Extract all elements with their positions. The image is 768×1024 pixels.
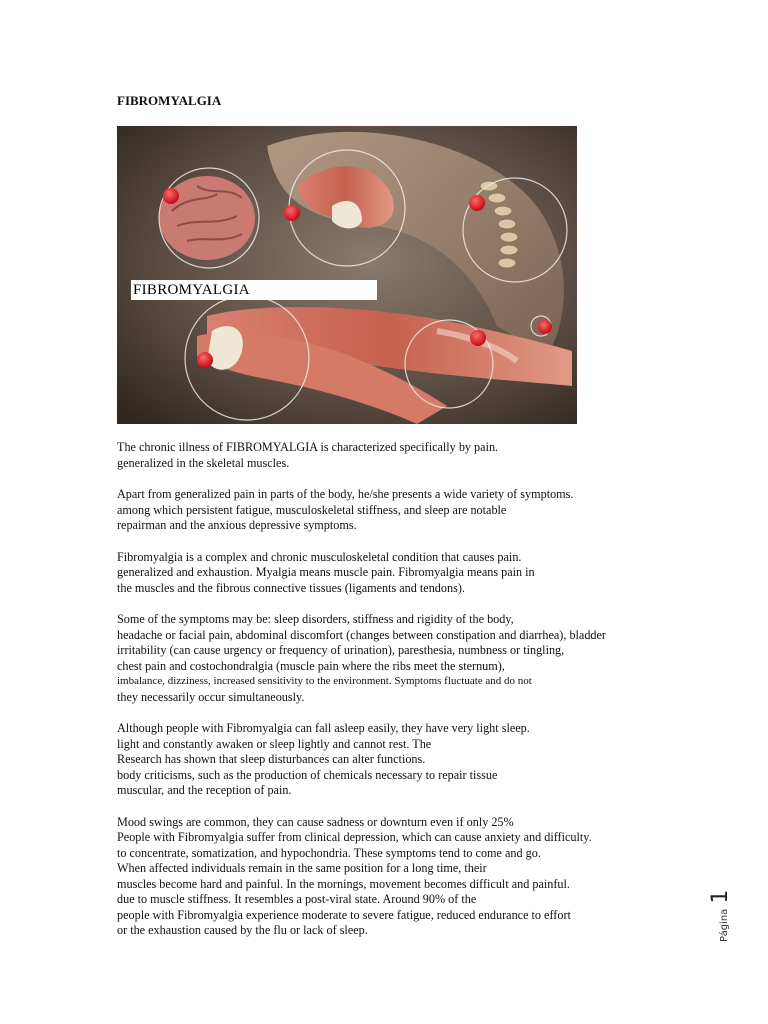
page-number-footer <box>708 890 738 950</box>
text-line: The chronic illness of FIBROMYALGIA is characterized specifically by pain. <box>117 440 499 454</box>
pain-marker-hand <box>538 320 552 334</box>
text-line: Fibromyalgia is a complex and chronic musculoskeletal condition that causes pain. <box>117 549 522 564</box>
text-line: repairman and the anxious depressive symptoms. <box>117 518 357 532</box>
text-line: Mood swings are common, they can cause sadness or downturn even if only 25% <box>117 814 514 829</box>
text-line: imbalance, dizziness, increased sensitivity to the environment. Symptoms fluctuate and do not <box>117 675 532 687</box>
text-line: light and constantly awaken or sleep lightly and cannot rest. The <box>117 736 432 751</box>
text-line: among which persistent fatigue, musculoskeletal stiffness, and sleep are notable <box>117 502 507 517</box>
pain-marker-forearm <box>470 330 486 346</box>
text-line: headache or facial pain, abdominal discomfort (changes between constipation and diarrhea), bladder <box>117 627 606 642</box>
text-line: Apart from generalized pain in parts of the body, he/she presents a wide variety of symptoms. <box>117 487 574 501</box>
pain-marker-knee <box>197 352 213 368</box>
text-line: People with Fibromyalgia suffer from clinical depression, which can cause anxiety and difficulty. <box>117 830 592 844</box>
paragraph-1 <box>117 440 673 471</box>
figure-label: FIBROMYALGIA <box>131 280 377 300</box>
text-line: or the exhaustion caused by the flu or lack of sleep. <box>117 923 368 937</box>
page-number: 1 <box>708 889 733 904</box>
fibromyalgia-illustration <box>117 126 577 424</box>
pain-marker-head <box>163 188 179 204</box>
text-line: the muscles and the fibrous connective tissues (ligaments and tendons). <box>117 580 465 595</box>
text-line: chest pain and costochondralgia (muscle pain where the ribs meet the sternum), <box>117 658 505 673</box>
page-number-label <box>708 890 733 942</box>
paragraph-6 <box>117 815 673 939</box>
body-text <box>117 440 673 955</box>
document-title: FIBROMYALGIA <box>117 93 222 108</box>
text-line: muscles become hard and painful. In the mornings, movement becomes difficult and painful. <box>117 876 570 891</box>
text-line: muscular, and the reception of pain. <box>117 783 292 797</box>
text-line: When affected individuals remain in the same position for a long time, their <box>117 861 487 875</box>
text-line: to concentrate, somatization, and hypochondria. These symptoms tend to come and go. <box>117 845 541 860</box>
text-line: due to muscle stiffness. It resembles a post-viral state. Around 90% of the <box>117 892 477 906</box>
text-line: body criticisms, such as the production of chemicals necessary to repair tissue <box>117 767 498 782</box>
text-line: people with Fibromyalgia experience moderate to severe fatigue, reduced endurance to effort <box>117 907 571 922</box>
text-line: Although people with Fibromyalgia can fall asleep easily, they have very light sleep. <box>117 721 530 735</box>
text-line: they necessarily occur simultaneously. <box>117 689 305 704</box>
pain-marker-spine <box>469 195 485 211</box>
paragraph-3 <box>117 550 673 597</box>
paragraph-5 <box>117 721 673 799</box>
text-line: generalized and exhaustion. Myalgia means muscle pain. Fibromyalgia means pain in <box>117 565 535 579</box>
text-line: generalized in the skeletal muscles. <box>117 455 290 470</box>
paragraph-4 <box>117 612 673 705</box>
text-line: irritability (can cause urgency or frequency of urination), paresthesia, numbness or tingling, <box>117 643 565 657</box>
paragraph-2 <box>117 487 673 534</box>
text-line: Research has shown that sleep disturbances can alter functions. <box>117 752 426 766</box>
text-line: Some of the symptoms may be: sleep disorders, stiffness and rigidity of the body, <box>117 612 514 626</box>
page-word: Página <box>719 908 730 942</box>
pain-marker-shoulder <box>284 205 300 221</box>
anatomy-illustration-graphic <box>117 126 577 424</box>
